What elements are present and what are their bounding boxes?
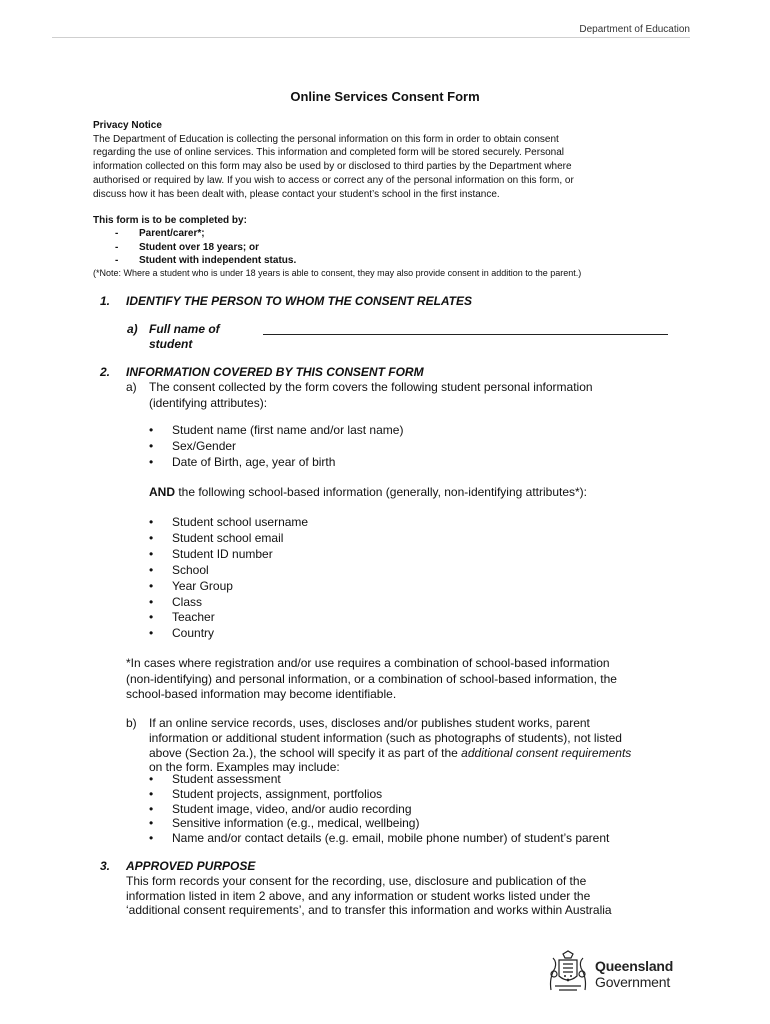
privacy-line: authorised or required by law. If you wish to access or correct any of the personal information on this form, or xyxy=(93,174,574,186)
school-info-footnote: *In cases where registration and/or use requires a combination of school-based information (non-identifying) and personal information, or a combination of school-based information, the school-based information may become identifiable. xyxy=(126,656,617,701)
header-divider xyxy=(52,37,690,38)
list-item: • Student school email xyxy=(149,531,308,547)
privacy-line: The Department of Education is collecting the personal information on this form in order to obtain consent xyxy=(93,133,559,145)
list-item: • Student name (first name and/or last name) xyxy=(149,423,403,439)
list-item: • Name and/or contact details (e.g. email, mobile phone number) of student’s parent xyxy=(149,831,609,846)
completed-by-block xyxy=(93,214,693,280)
list-item: • Sex/Gender xyxy=(149,439,403,455)
completed-by-item: - Student over 18 years; or xyxy=(115,241,260,253)
section-2-heading: 2. INFORMATION COVERED BY THIS CONSENT FORM xyxy=(100,365,424,379)
privacy-line: discuss how it has been dealt with, please contact your student’s school in the first instance. xyxy=(93,188,500,200)
additional-info-list xyxy=(149,772,609,846)
list-item: • Class xyxy=(149,595,308,611)
completed-by-heading: This form is to be completed by: xyxy=(93,215,247,226)
header-department: Department of Education xyxy=(579,24,690,35)
list-item: • Year Group xyxy=(149,579,308,595)
logo-queensland-text: Queensland xyxy=(595,958,674,974)
privacy-notice xyxy=(93,119,673,201)
completed-by-item: - Parent/carer*; xyxy=(115,228,205,240)
list-item: • Teacher xyxy=(149,610,308,626)
queensland-government-logo xyxy=(545,950,680,994)
coat-of-arms-icon xyxy=(545,950,591,994)
full-name-label: a) Full name of student xyxy=(127,322,220,351)
privacy-heading: Privacy Notice xyxy=(93,120,162,131)
list-item: • School xyxy=(149,563,308,579)
list-item: • Student ID number xyxy=(149,547,308,563)
list-item: • Student projects, assignment, portfolios xyxy=(149,787,609,802)
school-info-list xyxy=(149,515,308,642)
and-school-info-text: AND the following school-based information (generally, non-identifying attributes*): xyxy=(149,485,588,499)
section-2b-text: b) If an online service records, uses, discloses and/or publishes student works, parent information or additional student information (such as photographs of students), not listed above (Section 2a.), the school will specify it as part of the additional consent requirements on the form. Examples may include: xyxy=(126,716,632,775)
list-item: • Student assessment xyxy=(149,772,609,787)
list-item: • Sensitive information (e.g., medical, wellbeing) xyxy=(149,816,609,831)
list-item: • Student image, video, and/or audio recording xyxy=(149,802,609,817)
completed-by-note: (*Note: Where a student who is under 18 years is able to consent, they may also provide consent in addition to the parent.) xyxy=(93,268,582,279)
privacy-line: regarding the use of online services. This information and completed form will be stored securely. Personal xyxy=(93,147,564,159)
list-item: • Country xyxy=(149,626,308,642)
list-item: • Student school username xyxy=(149,515,308,531)
completed-by-item: - Student with independent status. xyxy=(115,254,297,266)
section-3-text: This form records your consent for the recording, use, disclosure and publication of the information listed in item 2 above, and any information or student works listed under the ‘additional consent requirements’, and to transfer this information and works within Australia xyxy=(126,874,612,918)
logo-government-text: Government xyxy=(595,974,671,990)
section-3-heading: 3. APPROVED PURPOSE xyxy=(100,859,256,873)
page-title: Online Services Consent Form xyxy=(290,89,480,104)
personal-info-list xyxy=(149,423,403,471)
list-item: • Date of Birth, age, year of birth xyxy=(149,455,403,471)
privacy-line: information collected on this form may also be used by or disclosed to third parties by the Department where xyxy=(93,161,572,173)
section-1-heading: 1. IDENTIFY THE PERSON TO WHOM THE CONSENT RELATES xyxy=(100,294,473,308)
section-2a-text: a) The consent collected by the form covers the following student personal information (identifying attributes): xyxy=(126,380,593,410)
full-name-input-line[interactable] xyxy=(263,334,668,335)
